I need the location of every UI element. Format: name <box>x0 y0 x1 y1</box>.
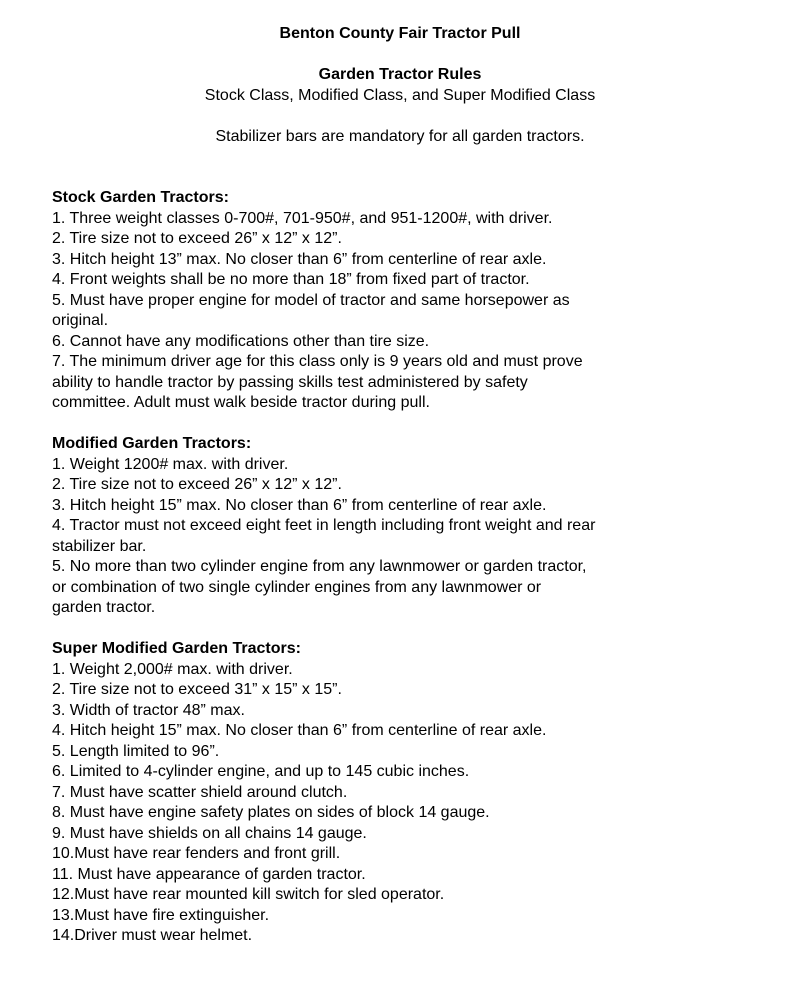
rule-line: 2. Tire size not to exceed 26” x 12” x 12”. <box>52 476 342 493</box>
rules-body <box>52 188 748 947</box>
rule-line: 4. Front weights shall be no more than 18” from fixed part of tractor. <box>52 271 530 288</box>
rule-line: 1. Three weight classes 0-700#, 701-950#, and 951-1200#, with driver. <box>52 209 553 227</box>
rule-line: committee. Adult must walk beside tractor during pull. <box>52 394 430 411</box>
rule-line: 5. Length limited to 96”. <box>52 742 220 760</box>
rules-subtitle: Garden Tractor Rules <box>318 66 482 83</box>
rule-line: 4. Tractor must not exceed eight feet in length including front weight and rear <box>52 517 596 534</box>
section-rule-lines <box>52 660 748 947</box>
rule-line: 3. Hitch height 15” max. No closer than 6” from centerline of rear axle. <box>52 496 547 514</box>
document-title: Benton County Fair Tractor Pull <box>279 25 521 42</box>
rule-line: 8. Must have engine safety plates on sides of block 14 gauge. <box>52 804 490 821</box>
rule-line: 2. Tire size not to exceed 26” x 12” x 12”. <box>52 230 342 247</box>
rule-line: 1. Weight 1200# max. with driver. <box>52 455 289 473</box>
section-stock-garden-tractors <box>52 188 748 414</box>
rule-line: 3. Width of tractor 48” max. <box>52 701 245 719</box>
document-header <box>52 24 748 147</box>
rule-line: 3. Hitch height 13” max. No closer than 6” from centerline of rear axle. <box>52 250 547 268</box>
section-rule-lines <box>52 209 748 414</box>
rule-line: garden tractor. <box>52 599 156 616</box>
rule-line: 14.Driver must wear helmet. <box>52 927 253 944</box>
rule-line: 7. The minimum driver age for this class only is 9 years old and must prove <box>52 353 583 370</box>
rule-line: stabilizer bar. <box>52 537 147 555</box>
section-heading: Modified Garden Tractors: <box>52 435 252 452</box>
rule-line: 6. Limited to 4-cylinder engine, and up to 145 cubic inches. <box>52 763 470 780</box>
rule-line: 10.Must have rear fenders and front grill. <box>52 845 341 862</box>
rule-line: 13.Must have fire extinguisher. <box>52 906 270 924</box>
stabilizer-notice: Stabilizer bars are mandatory for all garden tractors. <box>215 127 585 145</box>
rule-line: original. <box>52 312 109 329</box>
section-heading: Stock Garden Tractors: <box>52 189 229 206</box>
section-super-modified-garden-tractors <box>52 639 748 947</box>
rule-line: ability to handle tractor by passing skills test administered by safety <box>52 373 528 391</box>
rule-line: or combination of two single cylinder engines from any lawnmower or <box>52 578 542 596</box>
rule-line: 9. Must have shields on all chains 14 gauge. <box>52 824 367 842</box>
section-heading: Super Modified Garden Tractors: <box>52 640 301 657</box>
rule-line: 7. Must have scatter shield around clutch. <box>52 783 348 801</box>
rule-line: 11. Must have appearance of garden tractor. <box>52 865 366 883</box>
rule-line: 12.Must have rear mounted kill switch for sled operator. <box>52 886 445 903</box>
class-list-line: Stock Class, Modified Class, and Super Modified Class <box>204 86 596 104</box>
rule-line: 1. Weight 2,000# max. with driver. <box>52 660 293 678</box>
rule-line: 4. Hitch height 15” max. No closer than 6” from centerline of rear axle. <box>52 722 547 739</box>
rule-line: 5. No more than two cylinder engine from any lawnmower or garden tractor, <box>52 558 587 575</box>
section-modified-garden-tractors <box>52 434 748 619</box>
rule-line: 6. Cannot have any modifications other than tire size. <box>52 332 430 350</box>
rule-line: 5. Must have proper engine for model of tractor and same horsepower as <box>52 291 570 309</box>
section-rule-lines <box>52 455 748 619</box>
rule-line: 2. Tire size not to exceed 31” x 15” x 15”. <box>52 681 342 698</box>
